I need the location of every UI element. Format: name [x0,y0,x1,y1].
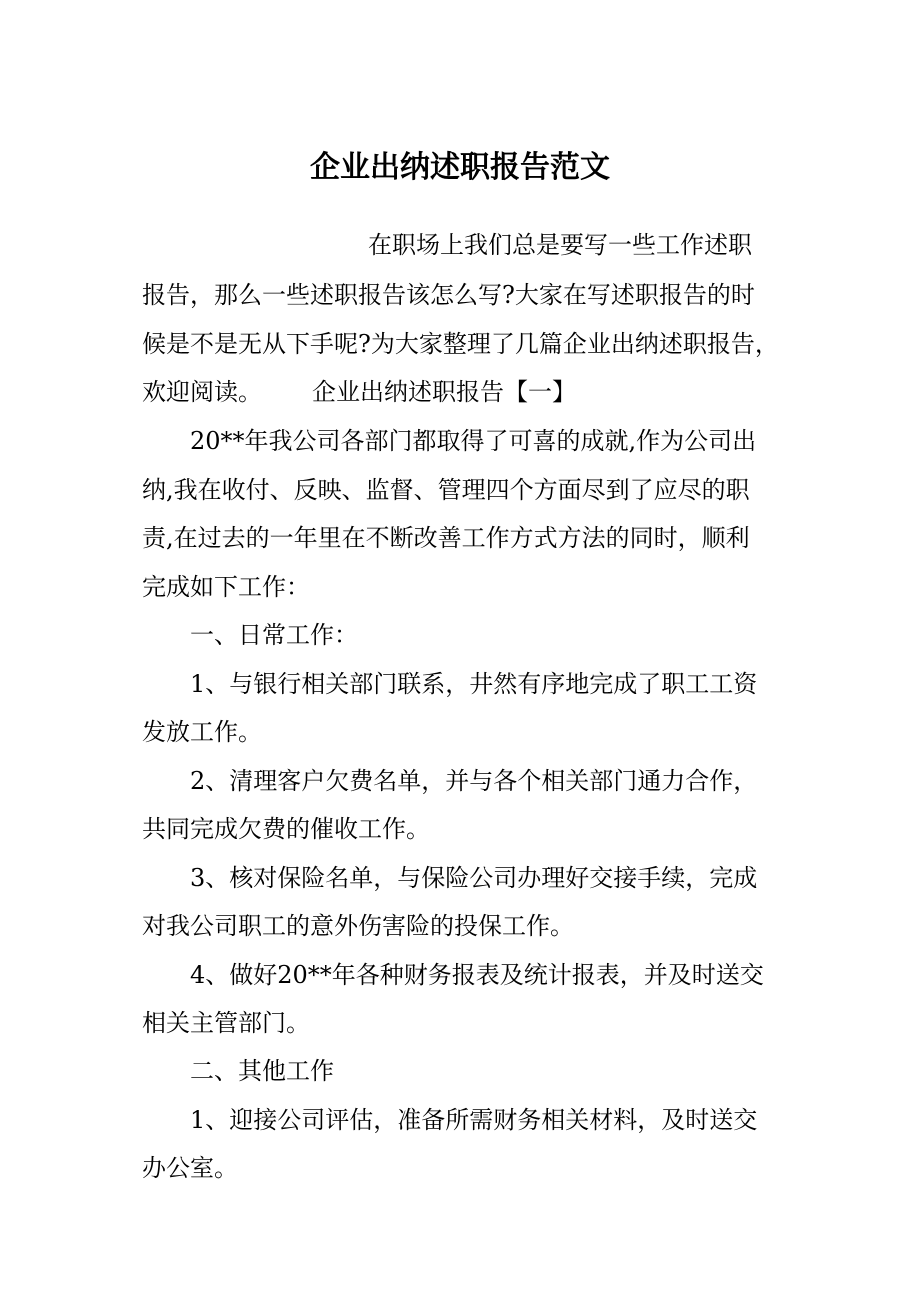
section-heading-one: 企业出纳述职报告【一】 [312,378,576,406]
other-item-1-line-1: 1、迎接公司评估，准备所需财务相关材料，及时送交 [190,1106,758,1134]
heading-daily-work: 一、日常工作： [190,621,358,649]
intro-line-3: 候是不是无从下手呢?为大家整理了几篇企业出纳述职报告， [142,330,779,358]
other-item-1-line-2: 办公室。 [142,1154,238,1182]
body-line: 纳,我在收付、反映、监督、管理四个方面尽到了应尽的职 [142,476,750,504]
list-item-1-line-1: 1、与银行相关部门联系，井然有序地完成了职工工资 [190,670,758,698]
list-item-3-line-1: 3、核对保险名单，与保险公司办理好交接手续，完成 [190,864,758,892]
list-item-3-line-2: 对我公司职工的意外伤害险的投保工作。 [142,912,574,940]
intro-line-1: 在职场上我们总是要写一些工作述职 [368,231,752,259]
document-title: 企业出纳述职报告范文 [310,150,610,185]
list-item-1-line-2: 发放工作。 [142,718,262,746]
list-item-2-line-1: 2、清理客户欠费名单，并与各个相关部门通力合作， [190,767,758,795]
intro-line-2: 报告，那么一些述职报告该怎么写?大家在写述职报告的时 [142,281,755,309]
body-line: 完成如下工作： [142,573,310,601]
heading-other-work: 二、其他工作 [190,1057,334,1085]
body-line: 责,在过去的一年里在不断改善工作方式方法的同时，顺利 [142,524,750,552]
list-item-4-line-1: 4、做好20**年各种财务报表及统计报表，并及时送交 [190,961,764,989]
body-line: 20**年我公司各部门都取得了可喜的成就,作为公司出 [190,427,757,455]
list-item-2-line-2: 共同完成欠费的催收工作。 [142,815,430,843]
intro-line-4: 欢迎阅读。 [142,378,262,406]
list-item-4-line-2: 相关主管部门。 [142,1009,310,1037]
